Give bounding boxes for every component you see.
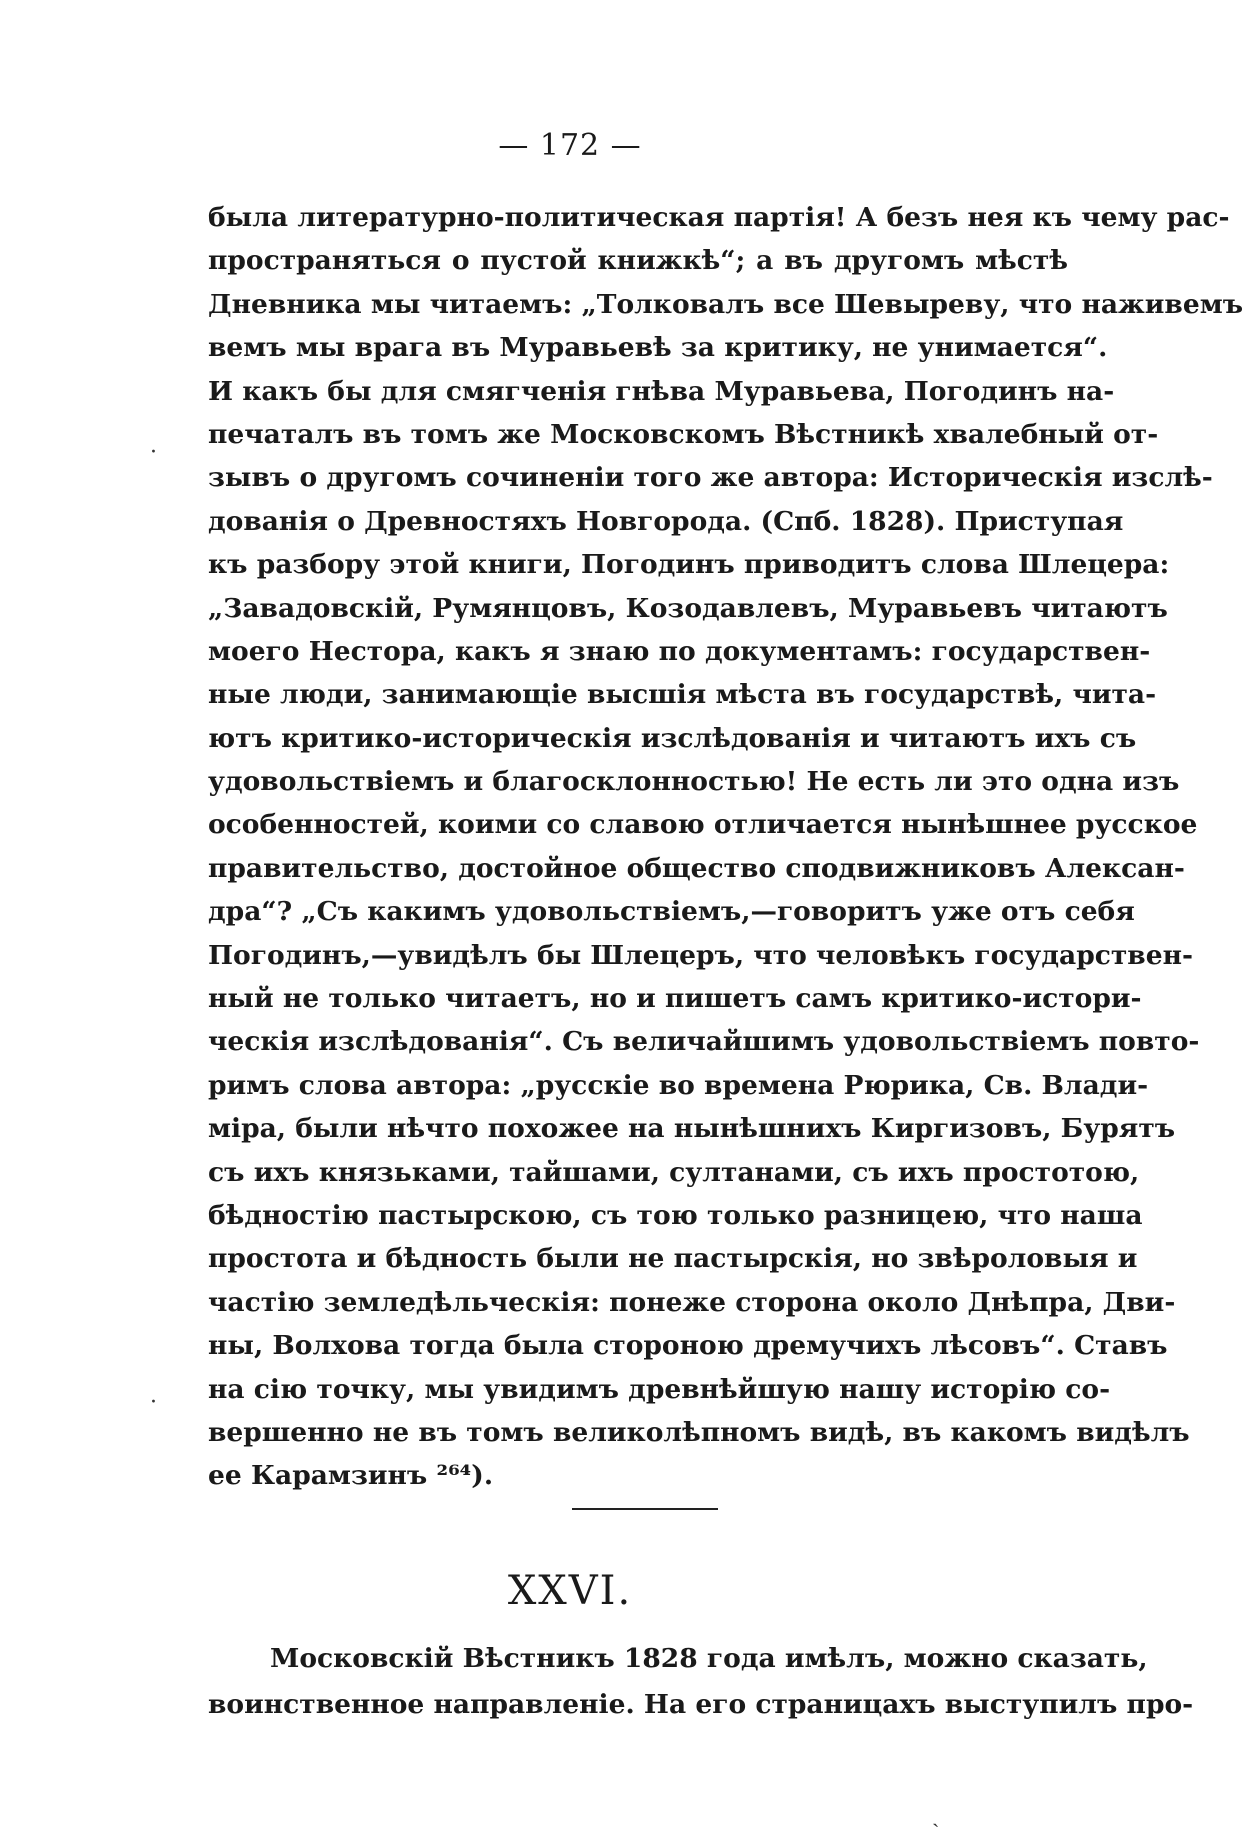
text-line: удовольствіемъ и благосклонностью! Не есть ли это одна изъ <box>208 766 1180 798</box>
text-line: была литературно-политическая партія! А безъ нея къ чему рас- <box>208 202 1230 233</box>
text-line: вершенно не въ томъ великолѣпномъ видѣ, въ какомъ видѣлъ <box>208 1416 1190 1448</box>
page-number: — 172 — <box>498 128 642 163</box>
text-line: ческія изслѣдованія“. Съ величайшимъ удовольствіемъ повто- <box>208 1026 1200 1058</box>
text-line: частію земледѣльческія: понеже сторона около Днѣпра, Дви- <box>208 1286 1176 1318</box>
text-line: съ ихъ князьками, тайшами, султанами, съ ихъ простотою, <box>208 1156 1140 1188</box>
text-line: дра“? „Съ какимъ удовольствіемъ,—говоритъ уже отъ себя <box>208 896 1135 928</box>
text-line: къ разбору этой книги, Погодинъ приводитъ слова Шлецера: <box>208 549 1170 581</box>
text-line: бѣдностію пастырскою, съ тою только разницею, что наша <box>208 1199 1143 1231</box>
stray-mark: ˏ <box>932 1803 940 1828</box>
text-line: печаталъ въ томъ же Московскомъ Вѣстникѣ хвалебный от- <box>208 418 1159 450</box>
text-line: Дневника мы читаемъ: „Толковалъ все Шевыреву, что наживемъ <box>208 288 1243 320</box>
stray-mark: · <box>150 1390 157 1415</box>
text-line: Московскій Вѣстникъ 1828 года имѣлъ, можно сказать, <box>270 1643 1148 1674</box>
text-line: міра, были нѣчто похожее на нынѣшнихъ Киргизовъ, Бурятъ <box>208 1113 1176 1145</box>
text-line: ный не только читаетъ, но и пишетъ самъ критико-истори- <box>208 983 1142 1015</box>
text-line: воинственное направленіе. На его страницахъ выступилъ про- <box>208 1689 1194 1720</box>
text-line: моего Нестора, какъ я знаю по документамъ: государствен- <box>208 635 1151 667</box>
text-line: „Завадовскій, Румянцовъ, Козодавлевъ, Муравьевъ читаютъ <box>208 592 1168 624</box>
text-line: И какъ бы для смягченія гнѣва Муравьева, Погодинъ на- <box>208 375 1115 407</box>
stray-mark: · <box>150 440 157 465</box>
text-line: ее Карамзинъ ²⁶⁴). <box>208 1460 494 1492</box>
text-line: ютъ критико-историческія изслѣдованія и читаютъ ихъ съ <box>208 722 1137 754</box>
text-line: правительство, достойное общество сподвижниковъ Алексан- <box>208 852 1185 884</box>
section-text <box>208 1636 1194 1728</box>
text-line: Погодинъ,—увидѣлъ бы Шлецеръ, что человѣкъ государствен- <box>208 939 1193 971</box>
text-line: особенностей, коими со славою отличается нынѣшнее русское <box>208 809 1198 841</box>
text-line: римъ слова автора: „русскіе во времена Рюрика, Св. Влади- <box>208 1069 1149 1101</box>
section-divider <box>572 1508 718 1510</box>
text-line: ны, Волхова тогда была стороною дремучихъ лѣсовъ“. Ставъ <box>208 1330 1168 1362</box>
text-line: на сію точку, мы увидимъ древнѣйшую нашу исторію со- <box>208 1373 1111 1405</box>
text-line: зывъ о другомъ сочиненіи того же автора: Историческія изслѣ- <box>208 462 1213 494</box>
body-text <box>208 196 1243 1498</box>
text-line: дованія о Древностяхъ Новгорода. (Спб. 1828). Приступая <box>208 505 1124 537</box>
text-line: вемъ мы врага въ Муравьевѣ за критику, не унимается“. <box>208 332 1108 364</box>
section-heading: XXVI. <box>507 1568 633 1614</box>
text-line: ные люди, занимающіе высшія мѣста въ государствѣ, чита- <box>208 679 1157 711</box>
text-line: простота и бѣдность были не пастырскія, но звѣроловыя и <box>208 1243 1138 1275</box>
text-line: пространяться о пустой книжкѣ“; а въ другомъ мѣстѣ <box>208 245 1068 277</box>
